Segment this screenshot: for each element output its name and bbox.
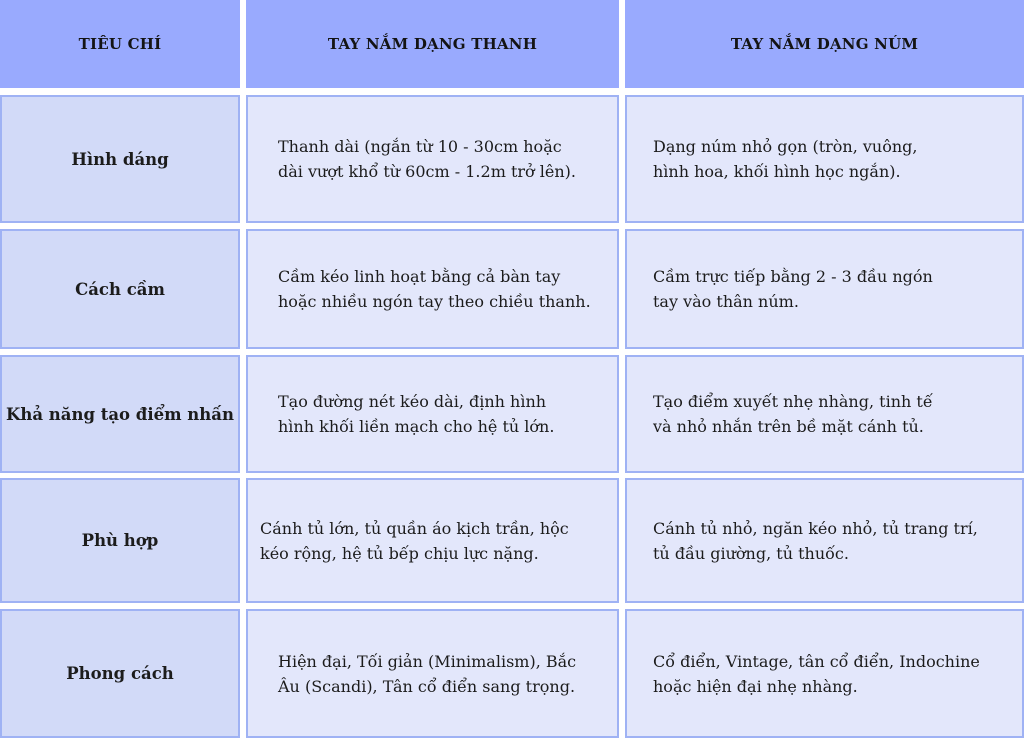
cell-line: Cổ điển, Vintage, tân cổ điển, Indochine <box>653 651 980 671</box>
cell-line: tủ đầu giường, tủ thuốc. <box>653 543 849 563</box>
knob-shape-cell <box>625 95 1024 223</box>
knob-grip-cell <box>625 229 1024 349</box>
cell-text <box>260 516 569 566</box>
bar-style-cell <box>246 609 619 738</box>
criterion-grip: Cách cầm <box>0 229 240 349</box>
cell-text <box>653 264 933 314</box>
knob-accent-cell <box>625 355 1024 473</box>
cell-text <box>653 516 978 566</box>
cell-line: Hiện đại, Tối giản (Minimalism), Bắc <box>278 651 577 671</box>
cell-text <box>278 264 591 314</box>
bar-grip-cell <box>246 229 619 349</box>
bar-suitable-cell <box>246 478 619 603</box>
cell-line: tay vào thân núm. <box>653 292 799 311</box>
bar-shape-cell <box>246 95 619 223</box>
cell-text <box>653 649 980 699</box>
cell-line: Cánh tủ lớn, tủ quần áo kịch trần, hộc <box>260 518 569 538</box>
cell-line: và nhỏ nhắn trên bề mặt cánh tủ. <box>653 417 924 436</box>
cell-text <box>653 389 933 439</box>
cell-text <box>278 134 576 184</box>
cell-line: hình hoa, khối hình học ngắn). <box>653 162 901 181</box>
cell-line: Cánh tủ nhỏ, ngăn kéo nhỏ, tủ trang trí, <box>653 518 978 538</box>
knob-suitable-cell <box>625 478 1024 603</box>
cell-line: Âu (Scandi), Tân cổ điển sang trọng. <box>278 676 576 696</box>
criterion-shape: Hình dáng <box>0 95 240 223</box>
header-knob-handle: TAY NẮM DẠNG NÚM <box>625 0 1024 88</box>
cell-line: hình khối liền mạch cho hệ tủ lớn. <box>278 417 555 436</box>
cell-line: Tạo đường nét kéo dài, định hình <box>278 392 547 411</box>
cell-line: Cầm kéo linh hoạt bằng cả bàn tay <box>278 267 561 286</box>
cell-text <box>278 389 554 439</box>
cell-line: Tạo điểm xuyết nhẹ nhàng, tinh tế <box>653 392 933 411</box>
criterion-suitable: Phù hợp <box>0 478 240 603</box>
cell-line: hoặc hiện đại nhẹ nhàng. <box>653 676 858 696</box>
bar-accent-cell <box>246 355 619 473</box>
criterion-accent: Khả năng tạo điểm nhấn <box>0 355 240 473</box>
cell-line: dài vượt khổ từ 60cm - 1.2m trở lên). <box>278 162 576 181</box>
header-bar-handle: TAY NẮM DẠNG THANH <box>246 0 619 88</box>
cell-line: kéo rộng, hệ tủ bếp chịu lực nặng. <box>260 543 539 563</box>
cell-line: Dạng núm nhỏ gọn (tròn, vuông, <box>653 137 918 156</box>
cell-text <box>278 649 576 699</box>
criterion-style: Phong cách <box>0 609 240 738</box>
cell-text <box>653 134 918 184</box>
cell-line: Cầm trực tiếp bằng 2 - 3 đầu ngón <box>653 267 933 286</box>
cell-line: hoặc nhiều ngón tay theo chiều thanh. <box>278 292 591 311</box>
knob-style-cell <box>625 609 1024 738</box>
cell-line: Thanh dài (ngắn từ 10 - 30cm hoặc <box>278 137 562 156</box>
header-criteria: TIÊU CHÍ <box>0 0 240 88</box>
